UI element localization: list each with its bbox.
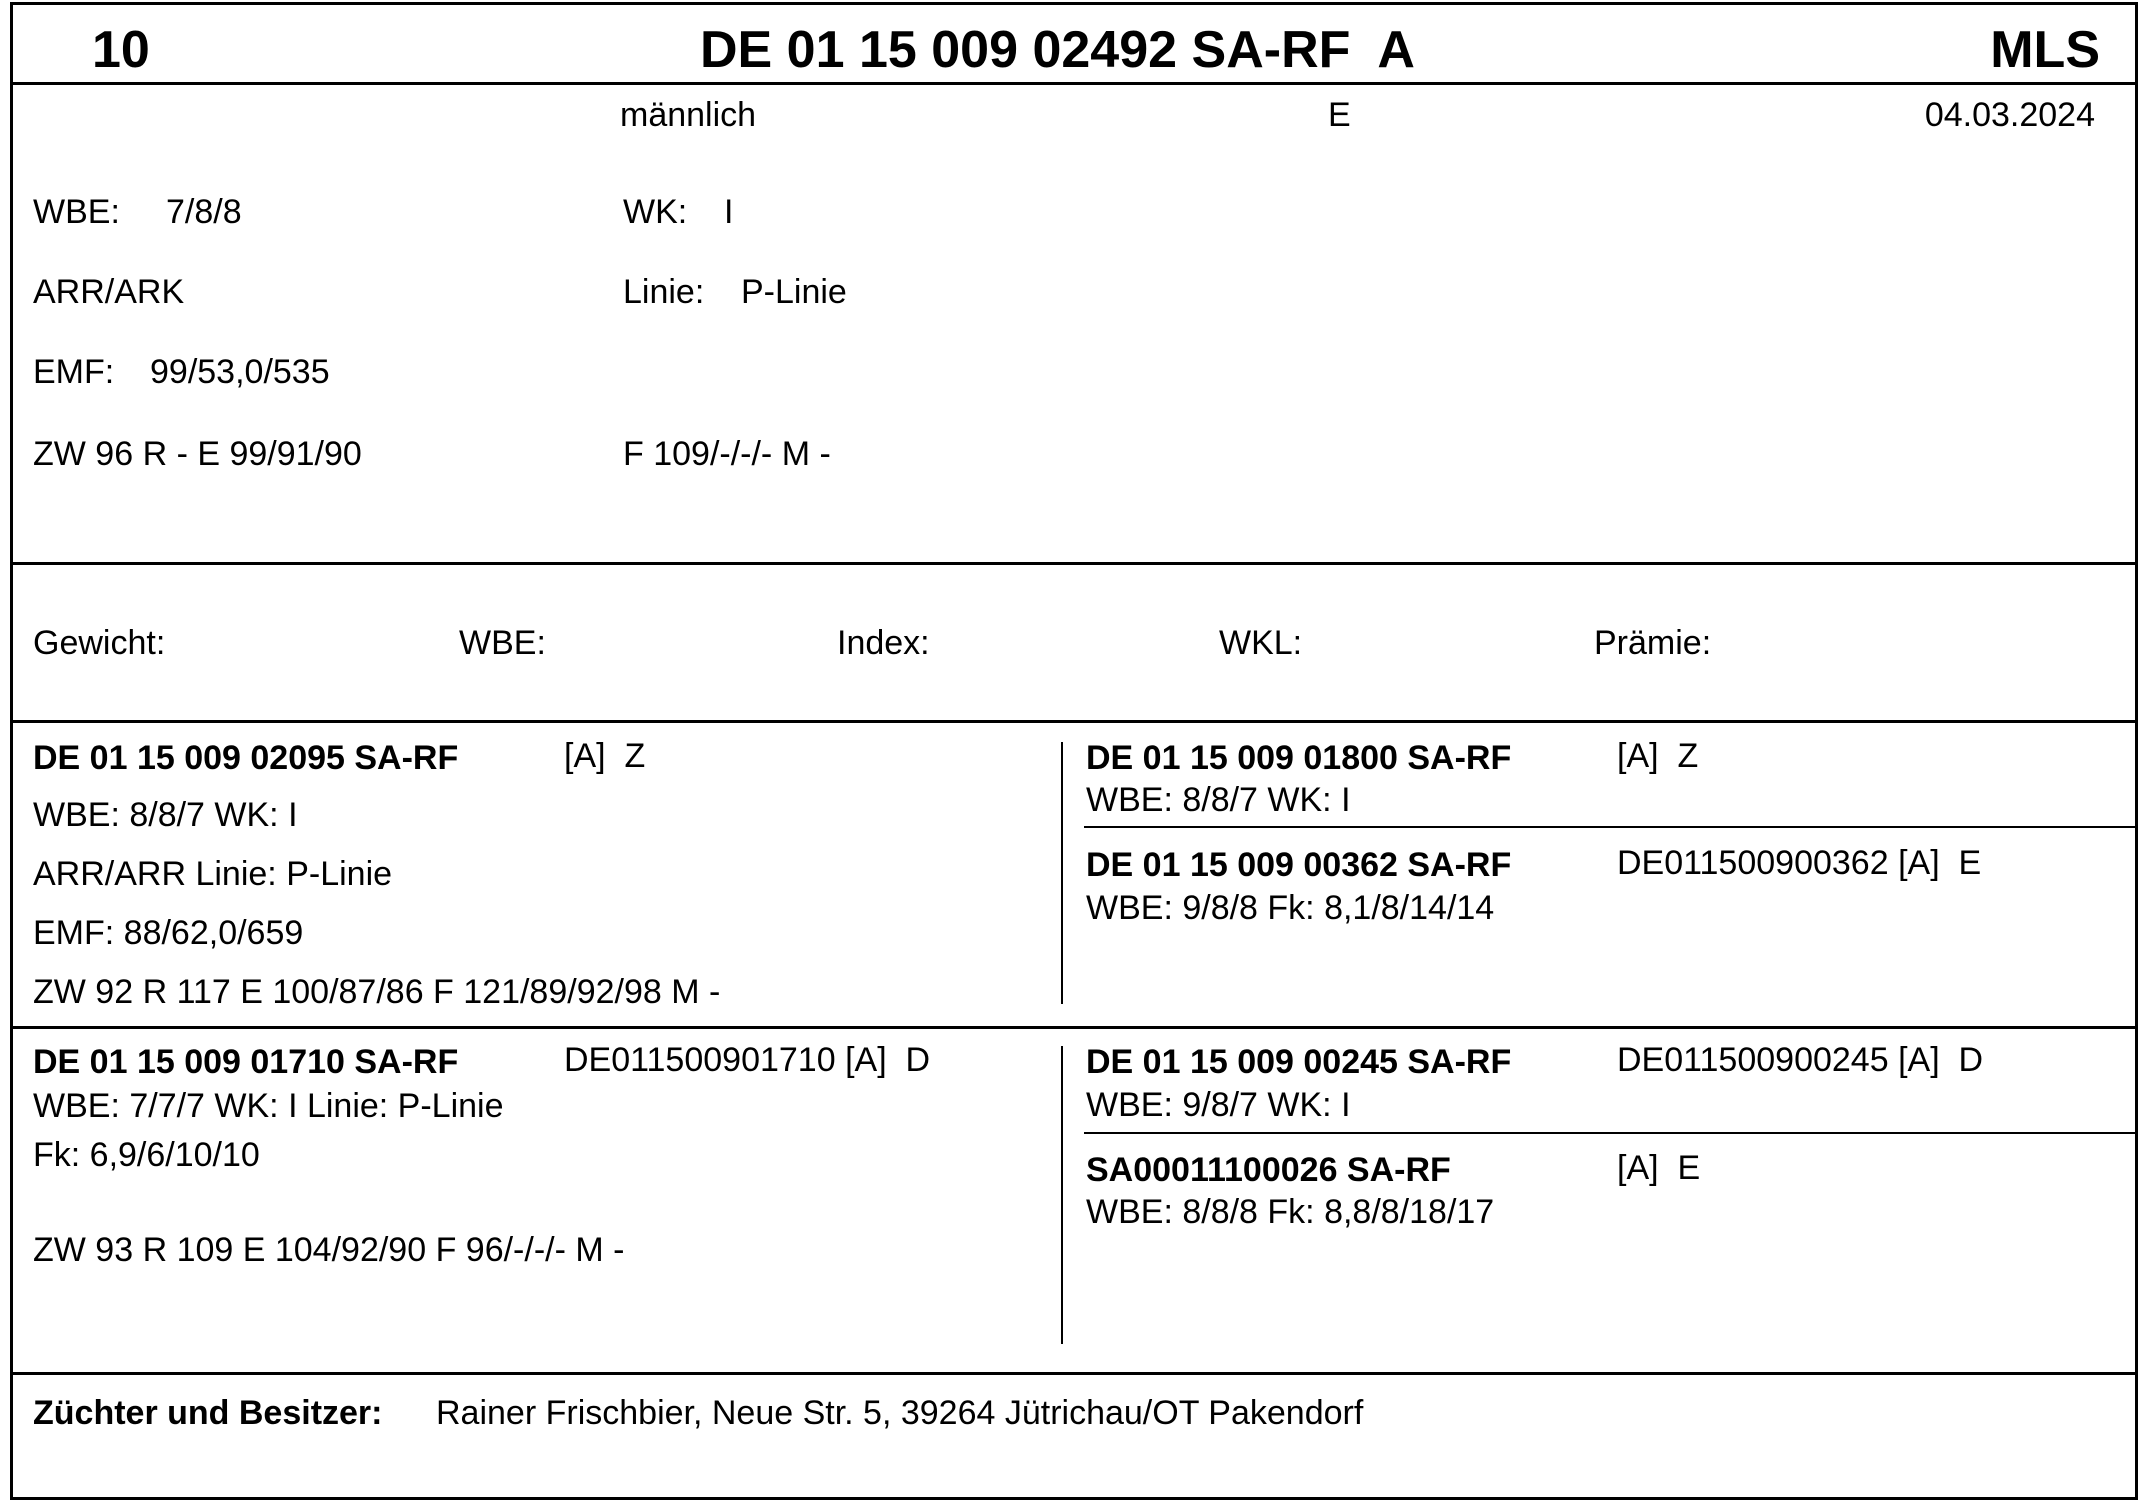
divider-father-grandparents [1084, 826, 2138, 828]
divider-footer [10, 1372, 2138, 1375]
father-line-1: WBE: 8/8/7 WK: I [33, 796, 298, 834]
father-father-line-1: WBE: 8/8/7 WK: I [1086, 781, 1351, 819]
father-father-tag: [A] Z [1617, 737, 1699, 775]
breeder-owner-value: Rainer Frischbier, Neue Str. 5, 39264 Jütrichau/OT Pakendorf [436, 1394, 1364, 1432]
father-mother-id: DE 01 15 009 00362 SA-RF [1086, 846, 1512, 884]
wkl-label: WKL: [1219, 624, 1303, 662]
father-line-4: ZW 92 R 117 E 100/87/86 F 121/89/92/98 M - [33, 973, 721, 1011]
breeding-values: ZW 96 R - E 99/91/90 [33, 435, 362, 473]
linie-label: Linie: [623, 273, 705, 311]
father-line-3: EMF: 88/62,0/659 [33, 914, 304, 952]
linie-value: P-Linie [741, 273, 847, 311]
divider-parents [10, 1026, 2138, 1029]
eval-wbe-label: WBE: [459, 624, 546, 662]
divider-info [10, 562, 2138, 565]
mother-mother-id: SA00011100026 SA-RF [1086, 1151, 1451, 1189]
father-mother-line-1: WBE: 9/8/8 Fk: 8,1/8/14/14 [1086, 889, 1495, 927]
mother-mother-tag: [A] E [1617, 1149, 1701, 1187]
father-mother-tag: DE011500900362 [A] E [1617, 844, 1982, 882]
mother-father-id: DE 01 15 009 00245 SA-RF [1086, 1043, 1512, 1081]
divider-mother-column [1061, 1046, 1063, 1344]
wbe-label: WBE: [33, 193, 120, 231]
animal-id: DE 01 15 009 02492 SA-RF A [700, 21, 1415, 79]
gewicht-label: Gewicht: [33, 624, 166, 662]
father-father-id: DE 01 15 009 01800 SA-RF [1086, 739, 1512, 777]
mother-tag: DE011500901710 [A] D [564, 1041, 931, 1079]
sex: männlich [620, 96, 757, 134]
emf-value: 99/53,0/535 [150, 353, 330, 391]
breeder-owner-label: Züchter und Besitzer: [33, 1394, 383, 1432]
date: 04.03.2024 [1924, 96, 2095, 134]
divider-father-column [1061, 742, 1063, 1004]
mother-mother-line-1: WBE: 8/8/8 Fk: 8,8/8/18/17 [1086, 1193, 1495, 1231]
father-line-2: ARR/ARR Linie: P-Linie [33, 855, 393, 893]
herdbook-class: E [1328, 96, 1351, 134]
f-values: F 109/-/-/- M - [623, 435, 831, 473]
divider-evaluation [10, 720, 2138, 723]
father-tag: [A] Z [564, 737, 646, 775]
mother-father-line-1: WBE: 9/8/7 WK: I [1086, 1086, 1351, 1124]
wbe-value: 7/8/8 [166, 193, 242, 231]
praemie-label: Prämie: [1594, 624, 1712, 662]
mother-line-1: WBE: 7/7/7 WK: I Linie: P-Linie [33, 1087, 504, 1125]
father-id: DE 01 15 009 02095 SA-RF [33, 739, 459, 777]
arr-ark: ARR/ARK [33, 273, 185, 311]
mother-father-tag: DE011500900245 [A] D [1617, 1041, 1984, 1079]
catalog-number: 10 [92, 21, 150, 79]
divider-header [10, 82, 2138, 85]
mother-line-2: Fk: 6,9/6/10/10 [33, 1136, 260, 1174]
emf-label: EMF: [33, 353, 115, 391]
wk-value: I [724, 193, 734, 231]
mother-id: DE 01 15 009 01710 SA-RF [33, 1043, 459, 1081]
breed-code: MLS [1990, 21, 2100, 79]
index-label: Index: [837, 624, 930, 662]
divider-mother-grandparents [1084, 1132, 2138, 1134]
mother-line-3: ZW 93 R 109 E 104/92/90 F 96/-/-/- M - [33, 1231, 625, 1269]
wk-label: WK: [623, 193, 688, 231]
